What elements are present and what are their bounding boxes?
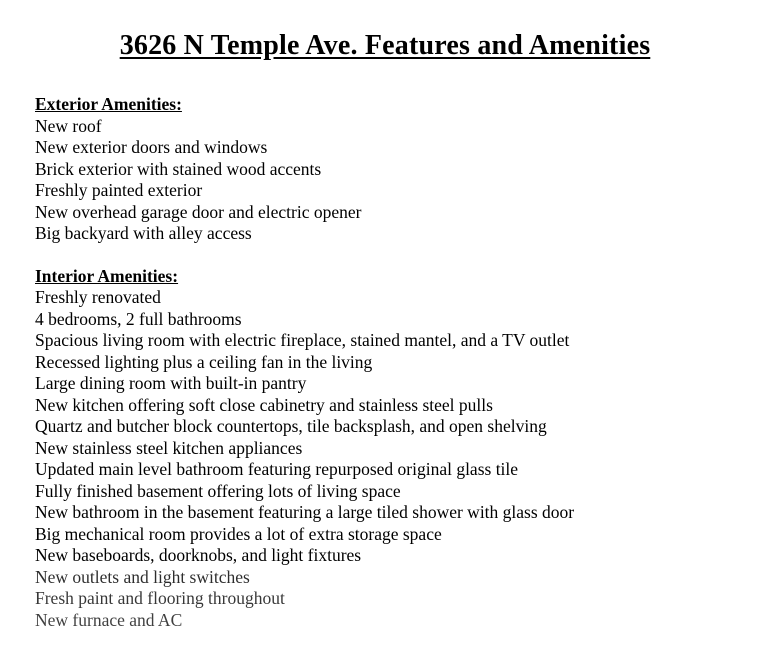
list-item: New exterior doors and windows xyxy=(35,137,268,157)
list-item: New bathroom in the basement featuring a large tiled shower with glass door xyxy=(35,502,575,522)
list-item: Freshly painted exterior xyxy=(35,180,203,200)
list-item: Updated main level bathroom featuring repurposed original glass tile xyxy=(35,459,519,479)
list-item: New overhead garage door and electric opener xyxy=(35,201,362,222)
section-exterior-amenities xyxy=(35,94,735,245)
list-item: 4 bedrooms, 2 full bathrooms xyxy=(35,308,242,329)
list-item: New baseboards, doorknobs, and light fixtures xyxy=(35,545,362,565)
list-item: New furnace and AC xyxy=(35,609,183,630)
list-item: Big backyard with alley access xyxy=(35,223,252,243)
list-item: New outlets and light switches xyxy=(35,566,250,587)
list-item: Fully finished basement offering lots of living space xyxy=(35,480,401,501)
list-item: New roof xyxy=(35,115,102,136)
list-item: New kitchen offering soft close cabinetry and stainless steel pulls xyxy=(35,394,493,415)
list-item: New stainless steel kitchen appliances xyxy=(35,437,303,458)
page-title: 3626 N Temple Ave. Features and Amenities xyxy=(119,30,651,61)
list-item: Quartz and butcher block countertops, tile backsplash, and open shelving xyxy=(35,416,547,436)
section-heading-interior: Interior Amenities: xyxy=(35,265,179,286)
section-heading-exterior: Exterior Amenities: xyxy=(35,94,182,114)
list-item: Brick exterior with stained wood accents xyxy=(35,158,322,179)
list-item: Big mechanical room provides a lot of extra storage space xyxy=(35,523,442,544)
list-item: Fresh paint and flooring throughout xyxy=(35,588,285,608)
section-interior-amenities xyxy=(35,266,735,632)
list-item: Large dining room with built-in pantry xyxy=(35,373,307,393)
list-item: Spacious living room with electric fireplace, stained mantel, and a TV outlet xyxy=(35,330,570,350)
list-item: Freshly renovated xyxy=(35,287,161,307)
list-item: Recessed lighting plus a ceiling fan in the living xyxy=(35,351,373,372)
